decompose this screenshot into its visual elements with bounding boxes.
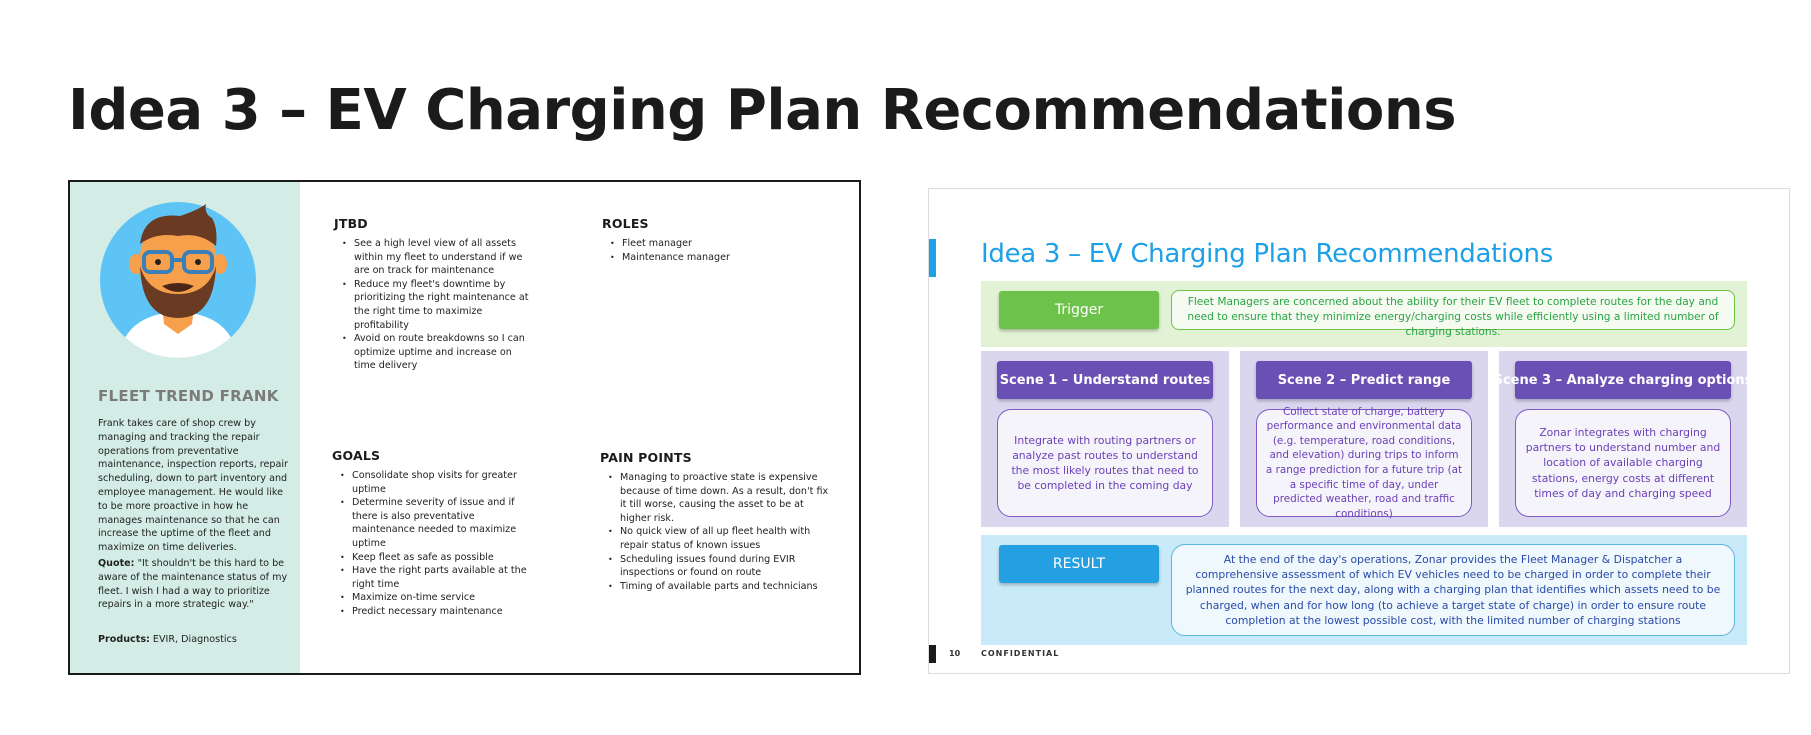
scene-2-text: Collect state of charge, battery performance and environmental data (e.g. temperature, road conditions, and elevation) during trips to inform a range prediction for a future trip (at a specific time of day, under predicted weather, road and traffic conditions) [1256, 409, 1472, 517]
goals-title: GOALS [332, 448, 381, 463]
page-title: Idea 3 – EV Charging Plan Recommendations [68, 78, 1457, 143]
slide-page-number: 10 [949, 649, 961, 658]
list-item: • Maximize on-time service [332, 591, 532, 605]
list-item: • See a high level view of all assets within my fleet to understand if we are on track for maintenance [334, 237, 534, 278]
persona-quote [98, 557, 288, 612]
confidential-label: CONFIDENTIAL [981, 649, 1060, 658]
persona-name: FLEET TREND FRANK [98, 387, 279, 405]
jtbd-section [334, 216, 534, 373]
list-item: • Timing of available parts and technicians [600, 580, 835, 594]
slide-title: Idea 3 – EV Charging Plan Recommendations [981, 239, 1553, 269]
quote-text: "It shouldn't be this hard to be aware of the maintenance status of my fleet. I wish I had a way to prioritize repairs in a more strategic way." [98, 558, 288, 611]
list-item: • Fleet manager [602, 237, 822, 251]
list-item: • Have the right parts available at the right time [332, 564, 532, 591]
persona-sidebar [70, 182, 300, 673]
footer-accent-bar [929, 645, 936, 663]
roles-title: ROLES [602, 216, 649, 231]
slide-accent-bar [929, 239, 936, 277]
scene-2 [1240, 351, 1488, 527]
list-item: • Reduce my fleet's downtime by prioritizing the right maintenance at the right time to maximize profitability [334, 278, 534, 332]
trigger-row [981, 281, 1747, 347]
scene-1-title: Scene 1 – Understand routes [997, 361, 1213, 399]
scene-3-text: Zonar integrates with charging partners to understand number and location of available charging stations, energy costs at different times of day and charging speed [1515, 409, 1731, 517]
scene-3 [1493, 351, 1753, 527]
scene-1 [981, 351, 1229, 527]
list-item: • Scheduling issues found during EVIR inspections or found on route [600, 553, 835, 580]
scene-1-text: Integrate with routing partners or analyze past routes to understand the most likely routes that need to be completed in the coming day [997, 409, 1213, 517]
list-item: • No quick view of all up fleet health with repair status of known issues [600, 525, 835, 552]
list-item: • Predict necessary maintenance [332, 605, 532, 619]
goals-section [332, 448, 532, 619]
scene-3-title: Scene 3 – Analyze charging options [1515, 361, 1731, 399]
persona-card [68, 180, 861, 675]
result-text: At the end of the day's operations, Zonar provides the Fleet Manager & Dispatcher a comprehensive assessment of which EV vehicles need to be charged in order to complete their planned routes for the next day, along with a charging plan that identifies which assets need to be charged, when and for how long (to achieve a target state of charge) in order to ensure route completion at the lowest possible cost, with the limited number of charging stations [1171, 544, 1735, 636]
persona-products [98, 634, 237, 645]
pain-points-title: PAIN POINTS [600, 450, 692, 465]
persona-avatar-icon [100, 202, 256, 358]
idea-slide [928, 188, 1790, 674]
result-label: RESULT [999, 545, 1159, 583]
list-item: • Avoid on route breakdowns so I can optimize uptime and increase on time delivery [334, 332, 534, 373]
list-item: • Consolidate shop visits for greater uptime [332, 469, 532, 496]
jtbd-title: JTBD [334, 216, 368, 231]
list-item: • Maintenance manager [602, 251, 822, 265]
list-item: • Keep fleet as safe as possible [332, 551, 532, 565]
quote-label: Quote: [98, 558, 135, 569]
products-text: EVIR, Diagnostics [149, 634, 237, 645]
persona-description: Frank takes care of shop crew by managing and tracking the repair operations from preventative maintenance, inspection reports, repair scheduling, down to part inventory and employee management. He would like to be more proactive in how he manages maintenance so that he can increase the uptime of the fleet and maximize on time deliveries. [98, 418, 289, 554]
trigger-label: Trigger [999, 291, 1159, 329]
products-label: Products: [98, 634, 150, 645]
trigger-text: Fleet Managers are concerned about the ability for their EV fleet to complete routes for the day and need to ensure that they minimize energy/charging costs while efficiently using a limited number of charging stations. [1171, 290, 1735, 330]
pain-points-section [600, 450, 835, 593]
list-item: • Managing to proactive state is expensive because of time down. As a result, don't fix it till worse, causing the asset to be at higher risk. [600, 471, 835, 525]
roles-section [602, 216, 822, 264]
result-row [981, 535, 1747, 645]
list-item: • Determine severity of issue and if there is also preventative maintenance needed to maximize uptime [332, 496, 532, 550]
scene-2-title: Scene 2 – Predict range [1256, 361, 1472, 399]
